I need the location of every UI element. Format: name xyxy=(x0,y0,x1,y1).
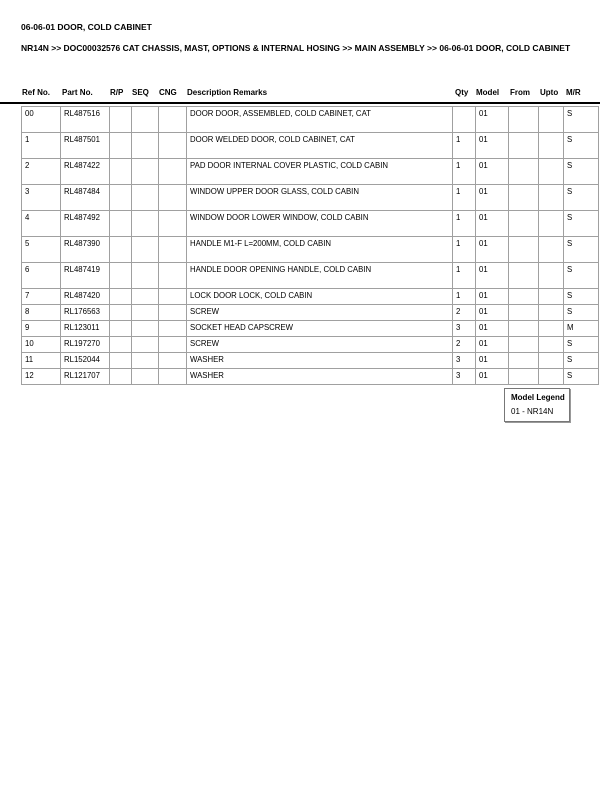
table-row xyxy=(22,107,599,133)
cell-from xyxy=(509,107,539,133)
cell-from xyxy=(509,159,539,185)
cell-cng xyxy=(159,289,187,305)
cell-upto xyxy=(539,305,564,321)
cell-upto xyxy=(539,263,564,289)
cell-ref: 11 xyxy=(22,353,61,369)
cell-desc: WINDOW DOOR LOWER WINDOW, COLD CABIN xyxy=(187,211,453,237)
cell-from xyxy=(509,321,539,337)
cell-part: RL121707 xyxy=(61,369,110,385)
column-header: Upto xyxy=(540,88,559,97)
cell-part: RL487501 xyxy=(61,133,110,159)
cell-from xyxy=(509,305,539,321)
cell-mr: S xyxy=(564,305,599,321)
cell-model: 01 xyxy=(476,321,509,337)
column-header: M/R xyxy=(566,88,581,97)
cell-desc: WASHER xyxy=(187,353,453,369)
cell-mr: S xyxy=(564,289,599,305)
table-row xyxy=(22,369,599,385)
cell-part: RL487492 xyxy=(61,211,110,237)
cell-from xyxy=(509,337,539,353)
cell-ref: 8 xyxy=(22,305,61,321)
cell-cng xyxy=(159,263,187,289)
cell-ref: 9 xyxy=(22,321,61,337)
cell-mr: S xyxy=(564,263,599,289)
table-row xyxy=(22,133,599,159)
cell-seq xyxy=(132,133,159,159)
cell-rp xyxy=(110,305,132,321)
cell-desc: WASHER xyxy=(187,369,453,385)
cell-ref: 5 xyxy=(22,237,61,263)
column-header: Part No. xyxy=(62,88,93,97)
cell-model: 01 xyxy=(476,185,509,211)
cell-qty: 3 xyxy=(453,353,476,369)
model-legend-item: 01 - NR14N xyxy=(511,407,554,416)
cell-upto xyxy=(539,321,564,337)
column-header: R/P xyxy=(110,88,124,97)
cell-qty xyxy=(453,107,476,133)
cell-ref: 1 xyxy=(22,133,61,159)
cell-seq xyxy=(132,237,159,263)
cell-ref: 3 xyxy=(22,185,61,211)
cell-from xyxy=(509,369,539,385)
cell-qty: 1 xyxy=(453,289,476,305)
cell-model: 01 xyxy=(476,133,509,159)
page-title: 06-06-01 DOOR, COLD CABINET xyxy=(21,22,152,32)
table-row xyxy=(22,353,599,369)
cell-desc: SCREW xyxy=(187,305,453,321)
cell-mr: S xyxy=(564,133,599,159)
column-header: Model xyxy=(476,88,500,97)
cell-mr: S xyxy=(564,353,599,369)
cell-qty: 1 xyxy=(453,237,476,263)
cell-part: RL487419 xyxy=(61,263,110,289)
cell-from xyxy=(509,289,539,305)
cell-qty: 3 xyxy=(453,369,476,385)
cell-ref: 7 xyxy=(22,289,61,305)
cell-model: 01 xyxy=(476,211,509,237)
cell-rp xyxy=(110,159,132,185)
cell-seq xyxy=(132,337,159,353)
cell-cng xyxy=(159,337,187,353)
cell-qty: 1 xyxy=(453,159,476,185)
table-row xyxy=(22,289,599,305)
table-row xyxy=(22,185,599,211)
cell-upto xyxy=(539,289,564,305)
column-header: CNG xyxy=(159,88,177,97)
cell-from xyxy=(509,211,539,237)
cell-qty: 3 xyxy=(453,321,476,337)
cell-upto xyxy=(539,237,564,263)
model-legend xyxy=(504,388,570,422)
cell-desc: SOCKET HEAD CAPSCREW xyxy=(187,321,453,337)
cell-seq xyxy=(132,185,159,211)
cell-upto xyxy=(539,211,564,237)
table-row xyxy=(22,159,599,185)
cell-mr: M xyxy=(564,321,599,337)
cell-part: RL487484 xyxy=(61,185,110,211)
cell-mr: S xyxy=(564,107,599,133)
cell-seq xyxy=(132,263,159,289)
cell-part: RL123011 xyxy=(61,321,110,337)
cell-from xyxy=(509,133,539,159)
cell-part: RL487420 xyxy=(61,289,110,305)
cell-ref: 2 xyxy=(22,159,61,185)
cell-ref: 12 xyxy=(22,369,61,385)
model-legend-title: Model Legend xyxy=(511,393,565,402)
cell-desc: PAD DOOR INTERNAL COVER PLASTIC, COLD CABIN xyxy=(187,159,453,185)
cell-seq xyxy=(132,305,159,321)
cell-ref: 6 xyxy=(22,263,61,289)
cell-cng xyxy=(159,369,187,385)
cell-seq xyxy=(132,211,159,237)
cell-upto xyxy=(539,107,564,133)
table-row xyxy=(22,337,599,353)
column-header: Description Remarks xyxy=(187,88,268,97)
parts-table xyxy=(21,106,599,385)
cell-part: RL487390 xyxy=(61,237,110,263)
cell-model: 01 xyxy=(476,353,509,369)
cell-cng xyxy=(159,353,187,369)
cell-rp xyxy=(110,107,132,133)
cell-qty: 1 xyxy=(453,185,476,211)
cell-rp xyxy=(110,211,132,237)
cell-qty: 1 xyxy=(453,133,476,159)
cell-rp xyxy=(110,133,132,159)
cell-rp xyxy=(110,321,132,337)
cell-upto xyxy=(539,133,564,159)
cell-from xyxy=(509,237,539,263)
column-header: Ref No. xyxy=(22,88,50,97)
cell-from xyxy=(509,353,539,369)
cell-cng xyxy=(159,159,187,185)
cell-model: 01 xyxy=(476,107,509,133)
cell-cng xyxy=(159,321,187,337)
cell-seq xyxy=(132,369,159,385)
cell-mr: S xyxy=(564,185,599,211)
cell-desc: WINDOW UPPER DOOR GLASS, COLD CABIN xyxy=(187,185,453,211)
cell-part: RL487422 xyxy=(61,159,110,185)
cell-seq xyxy=(132,353,159,369)
cell-mr: S xyxy=(564,211,599,237)
cell-upto xyxy=(539,369,564,385)
cell-seq xyxy=(132,289,159,305)
cell-cng xyxy=(159,107,187,133)
cell-desc: LOCK DOOR LOCK, COLD CABIN xyxy=(187,289,453,305)
cell-desc: DOOR WELDED DOOR, COLD CABINET, CAT xyxy=(187,133,453,159)
cell-model: 01 xyxy=(476,237,509,263)
cell-from xyxy=(509,263,539,289)
cell-ref: 00 xyxy=(22,107,61,133)
cell-desc: SCREW xyxy=(187,337,453,353)
cell-rp xyxy=(110,289,132,305)
header-divider xyxy=(0,102,600,104)
cell-mr: S xyxy=(564,159,599,185)
cell-part: RL152044 xyxy=(61,353,110,369)
cell-desc: HANDLE M1-F L=200MM, COLD CABIN xyxy=(187,237,453,263)
cell-cng xyxy=(159,185,187,211)
table-row xyxy=(22,263,599,289)
cell-rp xyxy=(110,353,132,369)
cell-rp xyxy=(110,237,132,263)
table-row xyxy=(22,321,599,337)
column-header: SEQ xyxy=(132,88,149,97)
cell-part: RL487516 xyxy=(61,107,110,133)
cell-cng xyxy=(159,133,187,159)
table-row xyxy=(22,305,599,321)
column-header: Qty xyxy=(455,88,469,97)
cell-part: RL197270 xyxy=(61,337,110,353)
cell-seq xyxy=(132,107,159,133)
cell-model: 01 xyxy=(476,305,509,321)
cell-cng xyxy=(159,211,187,237)
cell-qty: 2 xyxy=(453,305,476,321)
cell-rp xyxy=(110,369,132,385)
cell-ref: 10 xyxy=(22,337,61,353)
cell-qty: 1 xyxy=(453,263,476,289)
cell-upto xyxy=(539,353,564,369)
cell-cng xyxy=(159,237,187,263)
cell-rp xyxy=(110,263,132,289)
table-row xyxy=(22,237,599,263)
cell-model: 01 xyxy=(476,159,509,185)
cell-seq xyxy=(132,159,159,185)
cell-qty: 1 xyxy=(453,211,476,237)
cell-rp xyxy=(110,337,132,353)
table-row xyxy=(22,211,599,237)
cell-from xyxy=(509,185,539,211)
cell-qty: 2 xyxy=(453,337,476,353)
cell-upto xyxy=(539,159,564,185)
cell-model: 01 xyxy=(476,289,509,305)
cell-rp xyxy=(110,185,132,211)
cell-ref: 4 xyxy=(22,211,61,237)
cell-cng xyxy=(159,305,187,321)
cell-seq xyxy=(132,321,159,337)
cell-mr: S xyxy=(564,369,599,385)
cell-part: RL176563 xyxy=(61,305,110,321)
cell-mr: S xyxy=(564,237,599,263)
cell-model: 01 xyxy=(476,263,509,289)
cell-desc: HANDLE DOOR OPENING HANDLE, COLD CABIN xyxy=(187,263,453,289)
cell-model: 01 xyxy=(476,337,509,353)
cell-mr: S xyxy=(564,337,599,353)
breadcrumb: NR14N >> DOC00032576 CAT CHASSIS, MAST, OPTIONS & INTERNAL HOSING >> MAIN ASSEMBLY >> 06-06-01 DOOR, COLD CABINET xyxy=(21,43,571,53)
cell-upto xyxy=(539,185,564,211)
cell-model: 01 xyxy=(476,369,509,385)
cell-desc: DOOR DOOR, ASSEMBLED, COLD CABINET, CAT xyxy=(187,107,453,133)
cell-upto xyxy=(539,337,564,353)
column-header: From xyxy=(510,88,530,97)
